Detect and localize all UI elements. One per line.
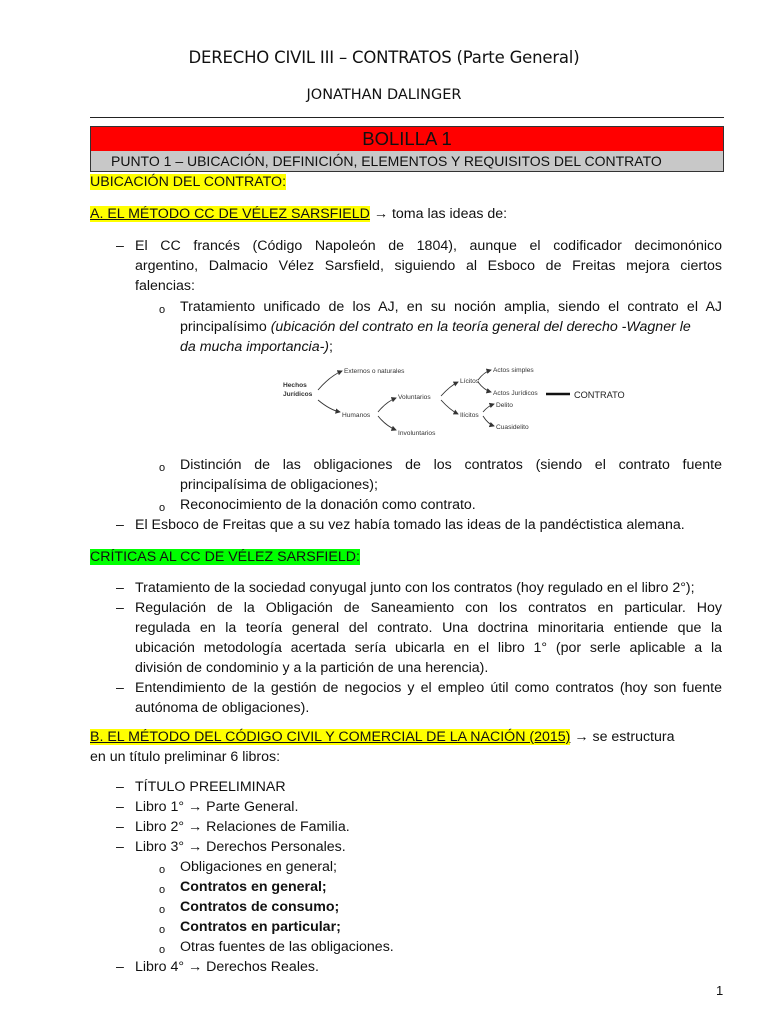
list-bullet-circle: o bbox=[159, 502, 166, 514]
diagram-node-actos-juridicos: Actos Jurídicos bbox=[493, 390, 538, 397]
a-item2: El Esboco de Freitas que a su vez había tomado las ideas de la pandéctistica alemana. bbox=[135, 517, 685, 533]
hechos-juridicos-diagram bbox=[278, 362, 638, 442]
diagram-node-cuasidelito: Cuasidelito bbox=[496, 424, 529, 431]
diagram-arrow bbox=[478, 382, 491, 392]
diagram-node-juridicos: Jurídicos bbox=[283, 391, 313, 398]
diagram-arrow bbox=[318, 400, 340, 412]
diagram-node-delito: Delito bbox=[496, 402, 513, 409]
diagram-node-ilicitos: Ilícitos bbox=[460, 412, 479, 419]
list-dash: – bbox=[116, 600, 124, 616]
bolilla-banner bbox=[90, 126, 724, 152]
list-dash: – bbox=[116, 819, 124, 835]
diagram-arrow bbox=[478, 370, 491, 380]
diagram-arrow bbox=[378, 416, 396, 430]
diagram-arrow bbox=[318, 371, 342, 390]
b-titulo-preliminar: TÍTULO PREELIMINAR bbox=[135, 779, 286, 795]
diagram-node-involuntarios: Involuntarios bbox=[398, 430, 436, 437]
document-title: DERECHO CIVIL III – CONTRATOS (Parte General) bbox=[188, 48, 580, 67]
section-criticas-heading: CRÍTICAS AL CC DE VÉLEZ SARSFIELD: bbox=[90, 549, 360, 565]
a-item1-line3: falencias: bbox=[135, 278, 195, 294]
subsection-b-heading: B. EL MÉTODO DEL CÓDIGO CIVIL Y COMERCIAL DE LA NACIÓN (2015) → se estructura bbox=[90, 729, 675, 745]
a-item1-line1: El CC francés (Código Napoleón de 1804), aunque el codificador decimonónico bbox=[135, 238, 722, 254]
diagram-arrow bbox=[483, 404, 494, 412]
diagram-node-actos-simples: Actos simples bbox=[493, 367, 534, 374]
list-bullet-circle: o bbox=[159, 304, 166, 316]
subsection-a-heading: A. EL MÉTODO CC DE VÉLEZ SARSFIELD → toma las ideas de: bbox=[90, 206, 508, 222]
b-libro-3: Libro 3° → Derechos Personales. bbox=[135, 839, 346, 855]
diagram-node-contrato: CONTRATO bbox=[574, 390, 625, 400]
divider-line bbox=[90, 117, 724, 118]
section-ubicacion-heading: UBICACIÓN DEL CONTRATO: bbox=[90, 174, 287, 190]
list-bullet-circle: o bbox=[159, 462, 166, 474]
b-libro3-sub-2: Contratos en general; bbox=[180, 879, 327, 895]
page-number: 1 bbox=[716, 983, 724, 998]
list-bullet-circle: o bbox=[159, 884, 166, 896]
list-dash: – bbox=[116, 839, 124, 855]
diagram-arrow bbox=[441, 382, 458, 396]
b-libro3-sub-1: Obligaciones en general; bbox=[180, 859, 337, 875]
punto-banner bbox=[90, 151, 724, 172]
b-libro3-sub-5: Otras fuentes de las obligaciones. bbox=[180, 939, 394, 955]
bolilla-label: BOLILLA 1 bbox=[362, 128, 452, 149]
list-dash: – bbox=[116, 779, 124, 795]
punto-label: PUNTO 1 – UBICACIÓN, DEFINICIÓN, ELEMENTOS Y REQUISITOS DEL CONTRATO bbox=[111, 153, 662, 169]
a-sub2-line1: Distinción de las obligaciones de los contratos (siendo el contrato fuente bbox=[180, 457, 722, 473]
b-libro3-sub-3: Contratos de consumo; bbox=[180, 899, 340, 915]
a-sub3: Reconocimiento de la donación como contrato. bbox=[180, 497, 476, 513]
criticas-item2-line3: ubicación metodología acertada sería ubicarla en el libro 1° (por serle aplicable a la bbox=[135, 640, 722, 656]
diagram-arrow bbox=[441, 400, 458, 414]
diagram-node-licitos: Lícitos bbox=[460, 378, 480, 385]
a-sub1-line3: da mucha importancia-); bbox=[180, 339, 333, 355]
criticas-item2-line4: división de condominio y a la partición de una herencia). bbox=[135, 660, 489, 676]
diagram-node-humanos: Humanos bbox=[342, 412, 371, 419]
diagram-arrow bbox=[378, 398, 396, 412]
list-dash: – bbox=[116, 959, 124, 975]
b-libro-1: Libro 1° → Parte General. bbox=[135, 799, 299, 815]
list-dash: – bbox=[116, 680, 124, 696]
subsection-b-line2: en un título preliminar 6 libros: bbox=[90, 749, 281, 765]
diagram-arrow bbox=[483, 416, 494, 426]
b-libro-2: Libro 2° → Relaciones de Familia. bbox=[135, 819, 350, 835]
a-sub1-line1: Tratamiento unificado de los AJ, en su noción amplia, siendo el contrato el AJ bbox=[180, 299, 722, 315]
list-bullet-circle: o bbox=[159, 904, 166, 916]
a-sub1-line2: principalísimo (ubicación del contrato en la teoría general del derecho -Wagner le bbox=[180, 319, 691, 335]
criticas-item2-line2: regulada en la teoría general del contrato. Una doctrina minoritaria entiende que la bbox=[135, 620, 722, 636]
criticas-item3-line1: Entendimiento de la gestión de negocios y el empleo útil como contratos (hoy son fuente bbox=[135, 680, 722, 696]
criticas-item1: Tratamiento de la sociedad conyugal junto con los contratos (hoy regulado en el libro 2°); bbox=[135, 580, 695, 596]
diagram-node-externos: Externos o naturales bbox=[344, 368, 405, 375]
list-bullet-circle: o bbox=[159, 864, 166, 876]
list-bullet-circle: o bbox=[159, 924, 166, 936]
list-dash: – bbox=[116, 799, 124, 815]
document-author: JONATHAN DALINGER bbox=[306, 87, 462, 103]
list-dash: – bbox=[116, 238, 124, 254]
list-dash: – bbox=[116, 517, 124, 533]
list-bullet-circle: o bbox=[159, 944, 166, 956]
criticas-item2-line1: Regulación de la Obligación de Saneamiento con los contratos en particular. Hoy bbox=[135, 600, 722, 616]
list-dash: – bbox=[116, 580, 124, 596]
diagram-node-hechos: Hechos bbox=[283, 382, 307, 389]
b-libro3-sub-4: Contratos en particular; bbox=[180, 919, 341, 935]
b-libro-4: Libro 4° → Derechos Reales. bbox=[135, 959, 319, 975]
criticas-item3-line2: autónoma de obligaciones). bbox=[135, 700, 310, 716]
a-item1-line2: argentino, Dalmacio Vélez Sarsfield, siguiendo al Esboco de Freitas mejora ciertos bbox=[135, 258, 722, 274]
a-sub2-line2: principalísima de obligaciones); bbox=[180, 477, 378, 493]
diagram-node-voluntarios: Voluntarios bbox=[398, 394, 431, 401]
